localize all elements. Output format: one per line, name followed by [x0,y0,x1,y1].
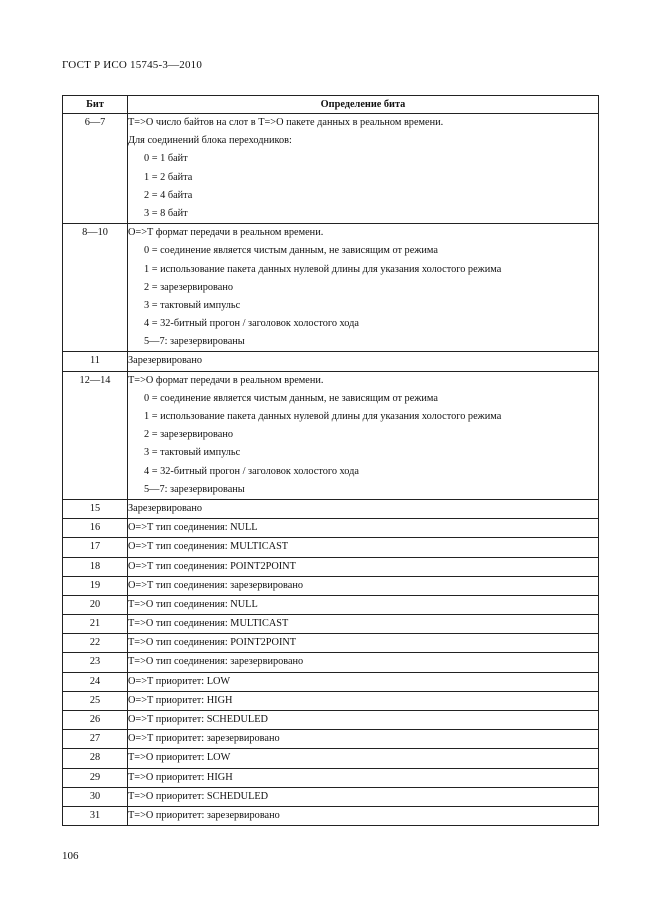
bit-value: 15 [89,502,101,514]
table-row [63,615,599,634]
bit-value: 28 [89,752,101,764]
table-row [63,519,599,538]
bit-value: 16 [89,522,101,534]
definition-cell [128,224,599,352]
table-body [63,114,599,826]
table-row [63,653,599,672]
bit-cell [63,595,128,614]
bit-cell [63,749,128,768]
definition-cell [128,615,599,634]
bit-cell [63,768,128,787]
bit-value: 25 [89,694,101,706]
table-row [63,806,599,825]
definition-cell [128,653,599,672]
bit-value: 27 [89,733,101,745]
definition-line: Зарезервировано [128,355,202,367]
bit-value: 26 [89,714,101,725]
bit-value: 17 [89,541,101,553]
bit-cell [63,615,128,634]
definition-line: O=>T формат передачи в реальном времени. [128,227,324,239]
table-row [63,352,599,371]
table-row [63,730,599,749]
bit-cell [63,557,128,576]
definition-option-line: 1 = 2 байта [144,171,193,183]
definition-line: O=>T тип соединения: NULL [128,522,258,534]
definition-cell [128,576,599,595]
bit-value: 23 [89,656,101,668]
bit-value: 29 [89,771,101,783]
definition-line: O=>T тип соединения: MULTICAST [128,541,289,553]
definition-line: Зарезервировано [128,502,202,514]
definition-option-line: 3 = тактовый импульс [144,299,241,311]
definition-line: O=>T приоритет: HIGH [128,694,233,706]
definition-cell [128,768,599,787]
definition-cell [128,371,599,499]
definition-line: T=>O приоритет: SCHEDULED [128,790,269,802]
bit-cell [63,519,128,538]
definition-option-line: 4 = 32-битный прогон / заголовок холостого хода [144,318,359,330]
table-row [63,576,599,595]
bit-value: 24 [89,675,101,687]
definition-option-line: 0 = соединение является чистым данным, не зависящим от режима [144,245,438,257]
definition-cell [128,499,599,518]
definition-line: Для соединений блока переходников: [128,135,292,147]
bit-value: 22 [89,637,101,649]
definition-option-line: 3 = 8 байт [144,207,188,219]
table-row [63,499,599,518]
bit-cell [63,634,128,653]
bit-cell [63,672,128,691]
table-row [63,768,599,787]
bit-cell [63,806,128,825]
definition-line: T=>O число байтов на слот в T=>O пакете данных в реальном времени. [128,117,444,128]
definition-line: T=>O формат передачи в реальном времени. [128,374,324,386]
table-row [63,557,599,576]
table-row [63,711,599,730]
bit-cell [63,711,128,730]
definition-cell [128,711,599,730]
definition-cell [128,672,599,691]
table-row [63,691,599,710]
table-row [63,595,599,614]
definition-cell [128,806,599,825]
table-row [63,114,599,224]
bit-definition-table [62,95,599,826]
definition-option-line: 1 = использование пакета данных нулевой длины для указания холостого режима [144,263,502,275]
definition-option-line: 0 = 1 байт [144,153,188,165]
bit-value: 31 [89,809,101,821]
definition-cell [128,730,599,749]
definition-line: T=>O приоритет: зарезервировано [128,809,280,821]
bit-value: 12—14 [79,374,111,386]
bit-cell [63,114,128,224]
definition-option-line: 5—7: зарезервированы [144,336,245,348]
definition-line: O=>T приоритет: SCHEDULED [128,714,268,725]
table-row [63,538,599,557]
definition-line: T=>O тип соединения: NULL [128,598,258,610]
definition-option-line: 2 = зарезервировано [144,281,233,293]
definition-line: T=>O тип соединения: MULTICAST [128,618,289,630]
definition-option-line: 2 = зарезервировано [144,429,233,441]
definition-option-line: 2 = 4 байта [144,189,193,201]
definition-line: T=>O приоритет: HIGH [128,771,233,783]
bit-cell [63,224,128,352]
page-number: 106 [62,850,79,862]
table-row [63,749,599,768]
bit-value: 30 [89,790,101,802]
definition-option-line: 3 = тактовый импульс [144,447,241,459]
bit-value: 11 [90,355,100,367]
definition-option-line: 1 = использование пакета данных нулевой длины для указания холостого режима [144,411,502,422]
bit-cell [63,653,128,672]
definition-cell [128,595,599,614]
definition-cell [128,749,599,768]
bit-cell [63,352,128,371]
definition-cell [128,519,599,538]
definition-cell [128,634,599,653]
bit-cell [63,576,128,595]
bit-cell [63,787,128,806]
table-row [63,672,599,691]
definition-option-line: 0 = соединение является чистым данным, не зависящим от режима [144,392,438,404]
bit-cell [63,371,128,499]
definition-cell [128,787,599,806]
definition-line: T=>O приоритет: LOW [128,752,231,764]
bit-value: 20 [89,598,101,610]
definition-line: O=>T приоритет: зарезервировано [128,733,280,745]
bit-value: 19 [89,579,101,591]
definition-line: O=>T тип соединения: POINT2POINT [128,560,296,572]
column-header-definition: Определение бита [128,96,599,114]
definition-cell [128,352,599,371]
definition-line: O=>T приоритет: LOW [128,675,231,687]
bit-cell [63,499,128,518]
definition-line: T=>O тип соединения: POINT2POINT [128,637,297,649]
definition-line: T=>O тип соединения: зарезервировано [128,656,304,668]
definition-option-line: 4 = 32-битный прогон / заголовок холостого хода [144,465,359,477]
definition-cell [128,691,599,710]
table-row [63,634,599,653]
definition-cell [128,557,599,576]
definition-cell [128,114,599,224]
bit-cell [63,691,128,710]
table-row [63,371,599,499]
bit-value: 6—7 [84,117,106,128]
document-header: ГОСТ Р ИСО 15745-3—2010 [62,59,203,71]
bit-value: 18 [89,560,101,572]
table-row [63,224,599,352]
definition-line: O=>T тип соединения: зарезервировано [128,579,304,591]
column-header-bit: Бит [63,96,128,114]
definition-option-line: 5—7: зарезервированы [144,483,245,495]
bit-cell [63,730,128,749]
table-header-row [63,96,599,114]
bit-cell [63,538,128,557]
bit-value: 8—10 [82,227,108,239]
definition-cell [128,538,599,557]
bit-value: 21 [89,618,101,630]
table-row [63,787,599,806]
